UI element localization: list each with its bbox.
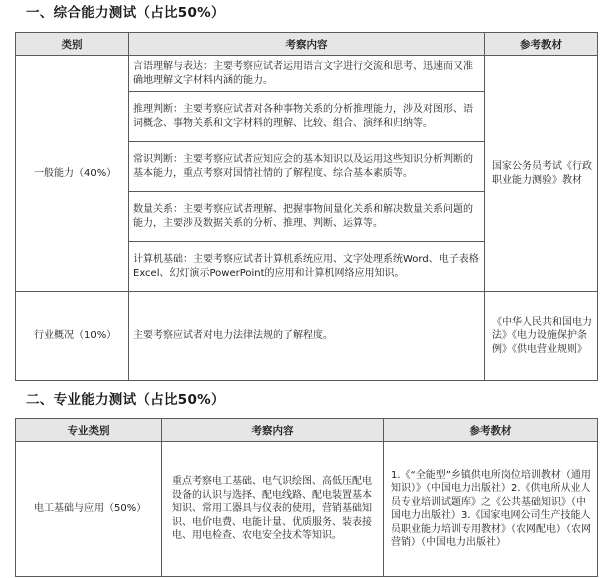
table-row [16,56,598,92]
topic-common-sense: 常识判断：主要考察应试者应知应会的基本知识以及运用这些知识分析判断的基本能力，重点考察对国情社情的了解程度、综合基本素质等。 [129,142,485,192]
table-header-row [16,419,598,442]
topic-reasoning: 推理判断：主要考察应试者对各种事物关系的分析推理能力，涉及对图形、语词概念、事物关系和文字材料的理解、比较、组合、演绎和归纳等。 [129,92,485,142]
section-1-heading: 一、综合能力测试（占比50%） [26,5,225,21]
header-reference: 参考教材 [485,33,598,56]
industry-content: 主要考察应试者对电力法律法规的了解程度。 [129,292,485,381]
industry-category: 行业概况（10%） [16,292,129,381]
header-category: 类别 [16,33,129,56]
topic-computer: 计算机基础：主要考察应试者计算机系统应用、文字处理系统Word、电子表格Excel、幻灯演示PowerPoint的应用和计算机网络应用知识。 [129,242,485,292]
topic-verbal: 言语理解与表达：主要考察应试者运用语言文字进行交流和思考、迅速而又准确地理解文字材料内涵的能力。 [129,56,485,92]
professional-reference: 1.《“全能型”乡镇供电所岗位培训教材（通用知识）》（中国电力出版社）2.《供电所从业人员专业培训试题库》之《公共基础知识》（中国电力出版社）3.《国家电网公司生产技能人员职业能力培训专用教材》（农网配电）（农网营销）（中国电力出版社） [384,442,598,577]
table-header-row [16,33,598,56]
general-ability-reference: 国家公务员考试《行政职业能力测验》教材 [485,56,598,292]
professional-category: 电工基础与应用（50%） [16,442,162,577]
section-2-heading: 二、专业能力测试（占比50%） [26,392,225,408]
table-row [16,292,598,381]
table-row [16,442,598,577]
header-content: 考察内容 [162,419,384,442]
topic-quantitative: 数量关系：主要考察应试者理解、把握事物间量化关系和解决数量关系问题的能力，主要涉及数据关系的分析、推理、判断、运算等。 [129,192,485,242]
general-ability-category: 一般能力（40%） [16,56,129,292]
header-category: 专业类别 [16,419,162,442]
header-content: 考察内容 [129,33,485,56]
professional-content: 重点考察电工基础、电气识绘图、高低压配电设备的认识与选择、配电线路、配电装置基本知识、常用工器具与仪表的使用，营销基础知识、电价电费、电能计量、优质服务、装表接电、用电检查、农电安全技术等知识。 [162,442,384,577]
professional-ability-table [15,418,598,577]
general-ability-table [15,32,598,381]
header-reference: 参考教材 [384,419,598,442]
industry-reference: 《中华人民共和国电力法》《电力设施保护条例》《供电营业规则》 [485,292,598,381]
